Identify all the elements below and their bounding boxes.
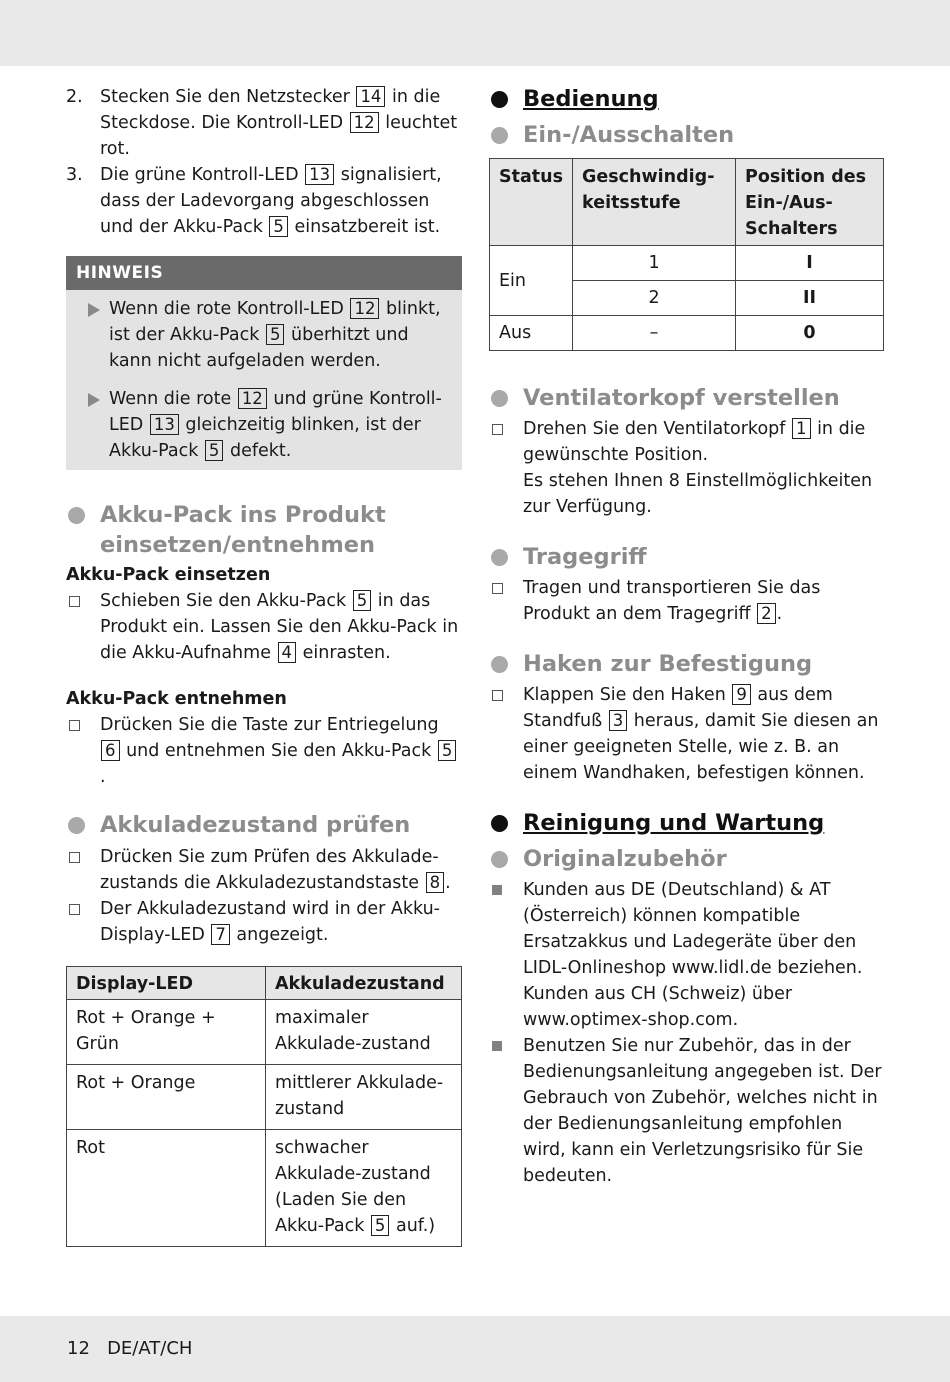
item-text: Drücken Sie zum Prüfen des Akkulade-zustands die Akkuladezustandstaste bbox=[100, 847, 439, 893]
item-text: Es stehen Ihnen 8 Einstellmöglichkeiten zur Verfügung. bbox=[523, 471, 873, 517]
part-ref: 4 bbox=[278, 642, 297, 663]
table-row bbox=[67, 1000, 462, 1065]
item-text: angezeigt. bbox=[230, 925, 329, 945]
subheading-einsetzen: Akku-Pack einsetzen bbox=[66, 565, 271, 585]
note-item bbox=[76, 296, 452, 374]
bullet-dot-icon bbox=[491, 815, 508, 832]
table-cell: mittlerer Akkulade-zustand bbox=[266, 1065, 462, 1130]
item-text: Drehen Sie den Ventilatorkopf bbox=[523, 419, 791, 439]
note-item bbox=[76, 386, 452, 464]
section-heading-tragegriff bbox=[489, 542, 884, 572]
table-header: Position des Ein-/Aus-Schalters bbox=[736, 159, 884, 246]
section-heading-reinigung bbox=[489, 808, 884, 838]
part-ref: 1 bbox=[792, 418, 811, 439]
checklist-item bbox=[66, 844, 462, 896]
item-text: Drücken Sie die Taste zur Entriegelung bbox=[100, 715, 439, 735]
bullet-dot-icon bbox=[68, 817, 85, 834]
item-text: Klappen Sie den Haken bbox=[523, 685, 732, 705]
table-cell: 0 bbox=[736, 316, 884, 351]
table-cell: 2 bbox=[573, 281, 736, 316]
item-text: in das Produkt ein. Lassen Sie den Akku-Pack in die Akku-Aufnahme bbox=[100, 591, 459, 663]
table-cell: Ein bbox=[490, 246, 573, 316]
part-ref: 12 bbox=[238, 388, 267, 409]
step-2 bbox=[66, 84, 462, 162]
table-cell: – bbox=[573, 316, 736, 351]
table-row bbox=[67, 1065, 462, 1130]
item-text: und entnehmen Sie den Akku-Pack bbox=[120, 741, 437, 761]
checkbox-icon bbox=[492, 690, 503, 701]
part-ref: 5 bbox=[438, 740, 457, 761]
section-heading-originalzubehoer bbox=[489, 844, 884, 874]
table-header: Status bbox=[490, 159, 573, 246]
bullet-dot-icon bbox=[491, 851, 508, 868]
table-header: Akkuladezustand bbox=[266, 967, 462, 1000]
item-text: Schieben Sie den Akku-Pack bbox=[100, 591, 352, 611]
heading-text: Ein-/Ausschalten bbox=[523, 122, 735, 148]
bullet-item bbox=[489, 1033, 884, 1189]
heading-text: Ventilatorkopf verstellen bbox=[523, 385, 840, 411]
cell-text: schwacher Akkulade-zustand (Laden Sie den Akku-Pack bbox=[275, 1138, 431, 1236]
part-ref: 6 bbox=[101, 740, 120, 761]
part-ref: 7 bbox=[211, 924, 230, 945]
section-heading-haken bbox=[489, 649, 884, 679]
bullet-dot-icon bbox=[491, 549, 508, 566]
bullet-dot-icon bbox=[491, 91, 508, 108]
checklist-item bbox=[66, 712, 462, 790]
note-title: HINWEIS bbox=[66, 256, 462, 290]
part-ref: 9 bbox=[732, 684, 751, 705]
table-cell bbox=[266, 1130, 462, 1247]
table-cell: maximaler Akkulade-zustand bbox=[266, 1000, 462, 1065]
section-heading-akkuladezustand bbox=[66, 810, 462, 840]
checkbox-icon bbox=[69, 852, 80, 863]
part-ref: 2 bbox=[757, 603, 776, 624]
part-ref: 5 bbox=[353, 590, 372, 611]
item-text: aus dem Standfuß bbox=[523, 685, 833, 731]
left-column bbox=[66, 84, 462, 1247]
section-heading-ein-aus bbox=[489, 120, 884, 150]
checklist-item bbox=[489, 416, 884, 520]
step-text: signalisiert, dass der Ladevorgang abgeschlossen und der Akku-Pack bbox=[100, 165, 442, 237]
step-number: 3. bbox=[66, 165, 83, 185]
table-cell: I bbox=[736, 246, 884, 281]
bullet-item bbox=[489, 877, 884, 1033]
step-text: leuchtet rot. bbox=[100, 113, 458, 159]
square-bullet-icon bbox=[492, 1041, 502, 1051]
item-text: . bbox=[445, 873, 451, 893]
bullet-dot-icon bbox=[491, 656, 508, 673]
item-text: einrasten. bbox=[297, 643, 391, 663]
subheading-entnehmen: Akku-Pack entnehmen bbox=[66, 689, 287, 709]
step-text: einsatzbereit ist. bbox=[288, 217, 441, 237]
section-heading-bedienung bbox=[489, 84, 884, 114]
item-text: . bbox=[776, 604, 783, 624]
checkbox-icon bbox=[69, 904, 80, 915]
part-ref: 13 bbox=[150, 414, 179, 435]
bullet-dot-icon bbox=[68, 507, 85, 524]
heading-text: Akkuladezustand prüfen bbox=[100, 812, 411, 838]
heading-line: einsetzen/entnehmen bbox=[100, 532, 376, 558]
heading-text: Haken zur Befestigung bbox=[523, 651, 813, 677]
heading-text: Bedienung bbox=[523, 86, 659, 112]
table-cell: 1 bbox=[573, 246, 736, 281]
note-text: überhitzt und kann nicht aufgeladen werden. bbox=[109, 325, 409, 371]
triangle-bullet-icon bbox=[88, 303, 100, 317]
note-text: gleichzeitig blinken, ist der Akku-Pack bbox=[109, 415, 421, 461]
checkbox-icon bbox=[69, 596, 80, 607]
table-cell: Aus bbox=[490, 316, 573, 351]
part-ref: 5 bbox=[266, 324, 285, 345]
part-ref: 5 bbox=[269, 216, 288, 237]
table-header: Display-LED bbox=[67, 967, 266, 1000]
table-cell: Rot bbox=[67, 1130, 266, 1247]
part-ref: 12 bbox=[350, 112, 379, 133]
led-status-table bbox=[66, 966, 462, 1247]
item-text: . bbox=[100, 767, 106, 787]
square-bullet-icon bbox=[492, 885, 502, 895]
part-ref: 14 bbox=[356, 86, 385, 107]
note-text: defekt. bbox=[224, 441, 292, 461]
step-text: Die grüne Kontroll-LED bbox=[100, 165, 305, 185]
part-ref: 5 bbox=[205, 440, 224, 461]
bullet-dot-icon bbox=[491, 390, 508, 407]
bullet-dot-icon bbox=[491, 127, 508, 144]
item-text: in die gewünschte Position. bbox=[523, 419, 866, 465]
item-text: Der Akkuladezustand wird in der Akku-Display-LED bbox=[100, 899, 440, 945]
table-row bbox=[490, 246, 884, 281]
part-ref: 8 bbox=[426, 872, 445, 893]
note-text: blinkt, ist der Akku-Pack bbox=[109, 299, 441, 345]
checkbox-icon bbox=[69, 720, 80, 731]
part-ref: 3 bbox=[609, 710, 628, 731]
part-ref: 5 bbox=[371, 1215, 390, 1236]
page-number: 12 DE/AT/CH bbox=[67, 1338, 193, 1359]
table-cell: Rot + Orange + Grün bbox=[67, 1000, 266, 1065]
step-text: Stecken Sie den Netzstecker bbox=[100, 87, 356, 107]
checkbox-icon bbox=[492, 583, 503, 594]
switch-status-table bbox=[489, 158, 884, 351]
heading-text: Originalzubehör bbox=[523, 846, 727, 872]
part-ref: 12 bbox=[350, 298, 379, 319]
note-text: Wenn die rote Kontroll-LED bbox=[109, 299, 350, 319]
step-3 bbox=[66, 162, 462, 240]
triangle-bullet-icon bbox=[88, 393, 100, 407]
note-box bbox=[66, 256, 462, 470]
cell-text: auf.) bbox=[390, 1216, 436, 1236]
step-number: 2. bbox=[66, 87, 83, 107]
table-header: Geschwindig-keitsstufe bbox=[573, 159, 736, 246]
checklist-item bbox=[489, 682, 884, 786]
part-ref: 13 bbox=[305, 164, 334, 185]
heading-text: Tragegriff bbox=[523, 544, 647, 570]
note-text: Wenn die rote bbox=[109, 389, 237, 409]
item-text: Kunden aus DE (Deutschland) & AT (Österreich) können kompatible Ersatzakkus und Ladegeräte über den LIDL-Onlineshop www.lidl.de beziehen. Kunden aus CH (Schweiz) über www.optimex-shop.com. bbox=[523, 880, 863, 1030]
step-text: in die Steckdose. Die Kontroll-LED bbox=[100, 87, 441, 133]
heading-line: Akku-Pack ins Produkt bbox=[100, 502, 386, 528]
heading-text: Reinigung und Wartung bbox=[523, 810, 825, 836]
section-heading-akku-pack bbox=[66, 500, 462, 560]
checklist-item bbox=[489, 575, 884, 627]
checklist-item bbox=[66, 588, 462, 666]
note-text: und grüne Kontroll-LED bbox=[109, 389, 442, 435]
section-heading-ventilatorkopf bbox=[489, 383, 884, 413]
table-row bbox=[67, 1130, 462, 1247]
checkbox-icon bbox=[492, 424, 503, 435]
header-band bbox=[0, 0, 950, 66]
right-column bbox=[489, 84, 884, 1189]
checklist-item bbox=[66, 896, 462, 948]
item-text: Benutzen Sie nur Zubehör, das in der Bedienungsanleitung angegeben ist. Der Gebrauch von Zubehör, welches nicht in der Bedienungsanleitung empfohlen wird, kann ein Verletzungsrisiko für Sie bedeuten. bbox=[523, 1036, 882, 1186]
table-row bbox=[490, 316, 884, 351]
table-cell: Rot + Orange bbox=[67, 1065, 266, 1130]
item-text: Tragen und transportieren Sie das Produkt an dem Tragegriff bbox=[523, 578, 821, 624]
item-text: heraus, damit Sie diesen an einer geeigneten Stelle, wie z. B. an einem Wandhaken, befestigen können. bbox=[523, 711, 879, 783]
table-cell: II bbox=[736, 281, 884, 316]
